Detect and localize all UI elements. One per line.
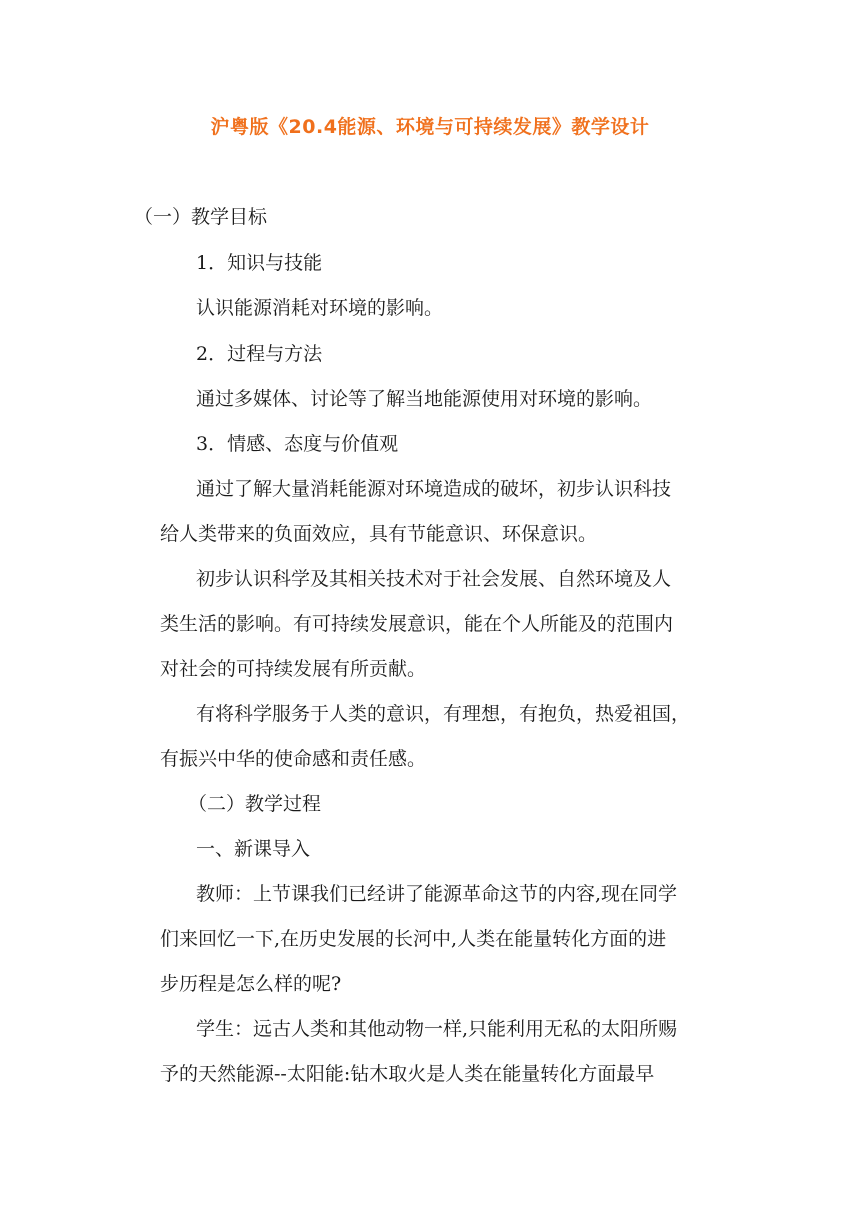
paragraph-line: 有振兴中华的使命感和责任感。 — [160, 748, 427, 770]
subheading-process: 2．过程与方法 — [196, 343, 323, 365]
paragraph-line: 给人类带来的负面效应，具有节能意识、环保意识。 — [160, 523, 598, 545]
paragraph-line: 步历程是怎么样的呢? — [160, 973, 342, 995]
paragraph-line: 通过了解大量消耗能源对环境造成的破坏，初步认识科技 — [196, 478, 672, 500]
paragraph-line: 初步认识科学及其相关技术对于社会发展、自然环境及人 — [196, 568, 672, 590]
subheading-knowledge: 1．知识与技能 — [196, 252, 323, 274]
paragraph-line: 通过多媒体、讨论等了解当地能源使用对环境的影响。 — [196, 388, 653, 410]
subheading-emotion: 3．情感、态度与价值观 — [196, 433, 399, 455]
paragraph-line: 学生：远古人类和其他动物一样,只能利用无私的太阳所赐 — [196, 1018, 678, 1040]
paragraph-line: 有将科学服务于人类的意识，有理想，有抱负，热爱祖国， — [196, 703, 691, 725]
section-heading-objectives: （一）教学目标 — [134, 206, 268, 228]
subheading-intro: 一、新课导入 — [196, 838, 311, 860]
document-title: 沪粤版《20.4能源、环境与可持续发展》教学设计 — [210, 116, 650, 138]
section-heading-process: （二）教学过程 — [188, 793, 322, 815]
paragraph-line: 教师：上节课我们已经讲了能源革命这节的内容,现在同学 — [196, 883, 678, 905]
paragraph-line: 类生活的影响。有可持续发展意识，能在个人所能及的范围内 — [160, 613, 674, 635]
paragraph-line: 认识能源消耗对环境的影响。 — [196, 297, 444, 319]
paragraph-line: 们来回忆一下,在历史发展的长河中,人类在能量转化方面的进 — [160, 928, 667, 950]
paragraph-line: 予的天然能源--太阳能:钻木取火是人类在能量转化方面最早 — [160, 1063, 655, 1085]
paragraph-line: 对社会的可持续发展有所贡献。 — [160, 658, 427, 680]
